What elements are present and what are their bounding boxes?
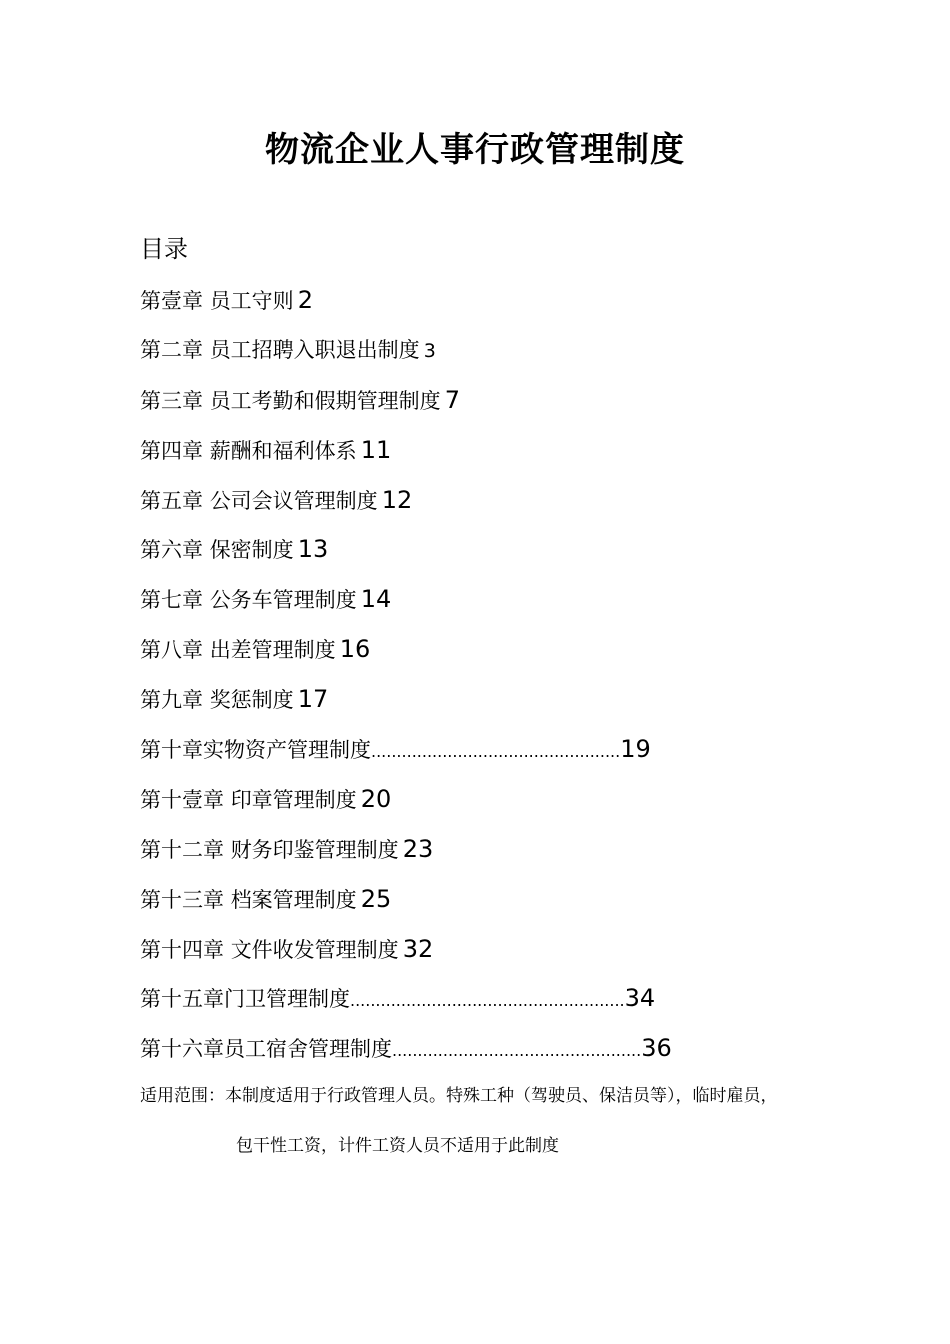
toc-entry[interactable] <box>140 731 672 781</box>
toc-page-number: 7 <box>444 385 460 414</box>
toc-page-number: 36 <box>641 1034 672 1063</box>
toc-chapter: 第五章 <box>140 488 203 513</box>
toc-leader-dots: ................................................. <box>371 742 621 762</box>
toc-page-number: 23 <box>402 834 434 863</box>
toc-page-number: 19 <box>620 735 651 764</box>
toc-chapter: 第七章 <box>140 588 203 613</box>
toc-chapter: 第壹章 <box>140 289 203 313</box>
toc-title: 员工守则 <box>209 289 294 313</box>
toc-entry[interactable] <box>140 881 672 931</box>
toc-page-number: 25 <box>360 884 392 913</box>
toc-entry[interactable] <box>140 681 672 731</box>
toc-page-number: 32 <box>402 934 434 963</box>
toc-entry[interactable] <box>140 931 672 981</box>
toc-title: 保密制度 <box>209 538 294 563</box>
scope-note-continued: 包干性工资，计件工资人员不适用于此制度 <box>236 1136 559 1156</box>
toc-page-number: 16 <box>339 635 371 664</box>
toc-chapter: 第十二章 <box>140 837 224 862</box>
toc-page-number: 11 <box>360 435 392 464</box>
toc-chapter: 第十章 <box>140 738 203 763</box>
toc-entry[interactable] <box>140 831 672 881</box>
toc-title: 门卫管理制度 <box>224 987 350 1012</box>
toc-chapter: 第十壹章 <box>140 787 224 812</box>
toc-entry[interactable] <box>140 531 672 581</box>
toc-chapter: 第十五章 <box>140 987 224 1012</box>
toc-title: 财务印鉴管理制度 <box>230 837 399 862</box>
toc-entry[interactable] <box>140 382 672 432</box>
toc-chapter: 第二章 <box>140 337 203 362</box>
toc-page-number: 12 <box>381 485 413 514</box>
toc-heading: 目录 <box>140 235 188 263</box>
toc-title: 公务车管理制度 <box>209 588 357 613</box>
toc-page-number: 34 <box>624 984 656 1013</box>
toc-title: 员工招聘入职退出制度 <box>209 337 420 362</box>
toc-chapter: 第八章 <box>140 638 203 663</box>
toc-page-number: 2 <box>297 286 313 314</box>
toc-entry[interactable] <box>140 631 672 681</box>
toc-chapter: 第十六章 <box>140 1037 224 1062</box>
toc-entry[interactable] <box>140 581 672 631</box>
toc-chapter: 第六章 <box>140 538 203 563</box>
toc-title: 奖惩制度 <box>209 688 294 713</box>
toc-page-number: 3 <box>423 339 436 362</box>
toc-title: 档案管理制度 <box>230 887 357 912</box>
toc-entry[interactable] <box>140 482 672 532</box>
toc-chapter: 第四章 <box>140 438 203 463</box>
toc-leader-dots: ................................................. <box>392 1041 642 1061</box>
toc-title: 实物资产管理制度 <box>203 738 371 763</box>
toc-entry[interactable] <box>140 781 672 831</box>
toc-entry[interactable] <box>140 282 672 332</box>
toc-entry[interactable] <box>140 332 672 382</box>
page-title: 物流企业人事行政管理制度 <box>265 130 685 170</box>
toc-chapter: 第十三章 <box>140 887 224 912</box>
toc-page-number: 20 <box>360 784 392 813</box>
toc-chapter: 第九章 <box>140 688 203 713</box>
toc-entry[interactable] <box>140 980 672 1030</box>
table-of-contents <box>140 282 672 1080</box>
toc-leader-dots: ...................................................... <box>350 991 625 1011</box>
toc-entry[interactable] <box>140 1030 672 1080</box>
toc-chapter: 第十四章 <box>140 937 224 962</box>
toc-title: 薪酬和福利体系 <box>209 438 357 463</box>
toc-page-number: 17 <box>297 685 329 714</box>
toc-title: 员工考勤和假期管理制度 <box>209 388 441 413</box>
toc-title: 公司会议管理制度 <box>209 488 378 513</box>
toc-title: 出差管理制度 <box>209 638 336 663</box>
scope-note: 适用范围：本制度适用于行政管理人员。特殊工种（驾驶员、保洁员等），临时雇员， <box>140 1086 778 1106</box>
toc-entry[interactable] <box>140 432 672 482</box>
toc-chapter: 第三章 <box>140 388 203 413</box>
toc-title: 文件收发管理制度 <box>230 937 399 962</box>
toc-title: 员工宿舍管理制度 <box>224 1037 392 1062</box>
toc-title: 印章管理制度 <box>230 787 357 812</box>
toc-page-number: 14 <box>360 585 392 614</box>
toc-page-number: 13 <box>297 535 329 564</box>
